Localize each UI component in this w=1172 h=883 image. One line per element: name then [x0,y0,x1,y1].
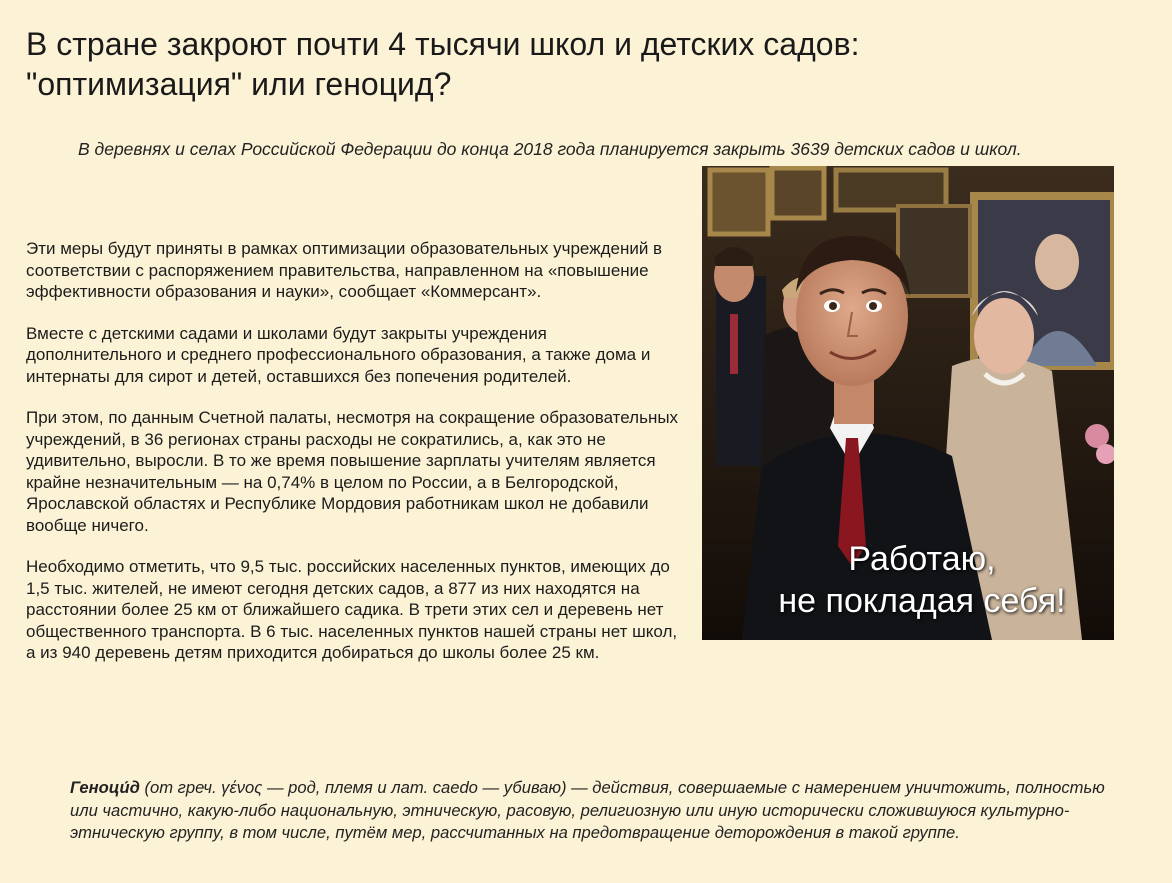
genocide-definition [70,777,1130,845]
article-body [26,238,1116,684]
definition-text: (от греч. γένος — род, племя и лат. caedo — убиваю) — действия, совершаемые с намерением уничтожить, полностью или частично, какую-либо национальную, этническую, расовую, религиозную или иную исторически сложившуюся культурно-этническую группу, в том числе, путём мер, рассчитанных на предотвращение деторождения в такой группе. [70,778,1105,842]
article-paragraph: Необходимо отметить, что 9,5 тыс. российских населенных пунктов, имеющих до 1,5 тыс. жителей, не имеют сегодня детских садов, а 877 из них находятся на расстоянии более 25 км от ближайшего садика. В трети этих сел и деревень нет общественного транспорта. В 6 тыс. населенных пунктов нашей страны нет школ, а из 940 деревень детям приходится добираться до школы более 25 км. [26,557,678,662]
article-paragraph: Эти меры будут приняты в рамках оптимизации образовательных учреждений в соответствии с распоряжением правительства, направленном на «повышение эффективности образования и науки», сообщает «Коммерсант». [26,239,663,301]
photo-caption-line-2: не покладая себя! [778,582,1066,620]
photo-caption-line-1: Работаю, [848,540,996,578]
article-headline [26,24,1146,104]
article-paragraph: Вместе с детскими садами и школами будут закрыты учреждения дополнительного и среднего профессионального образования, а также дома и интернаты для сирот и детей, оставшихся без попечения родителей. [26,323,651,386]
headline-line-1: В стране закроют почти 4 тысячи школ и детских садов: [26,26,860,62]
article-paragraph: При этом, по данным Счетной палаты, несмотря на сокращение образовательных учреждений, в 36 регионах страны расходы не сократились, а, как это не удивительно, выросли. В то же время повышение зарплаты учителям является крайне незначительным — на 0,74% в целом по России, а в Белгородской, Ярославской областях и Республике Мордовия работникам школ не добавили вообще ничего. [26,408,679,535]
headline-line-2: "оптимизация" или геноцид? [26,66,452,102]
photo-wrap-spacer [684,238,1116,640]
article-lead: В деревнях и селах Российской Федерации до конца 2018 года планируется закрыть 3639 детских садов и школ. [78,139,1022,159]
definition-term: Геноци́д [70,778,140,797]
